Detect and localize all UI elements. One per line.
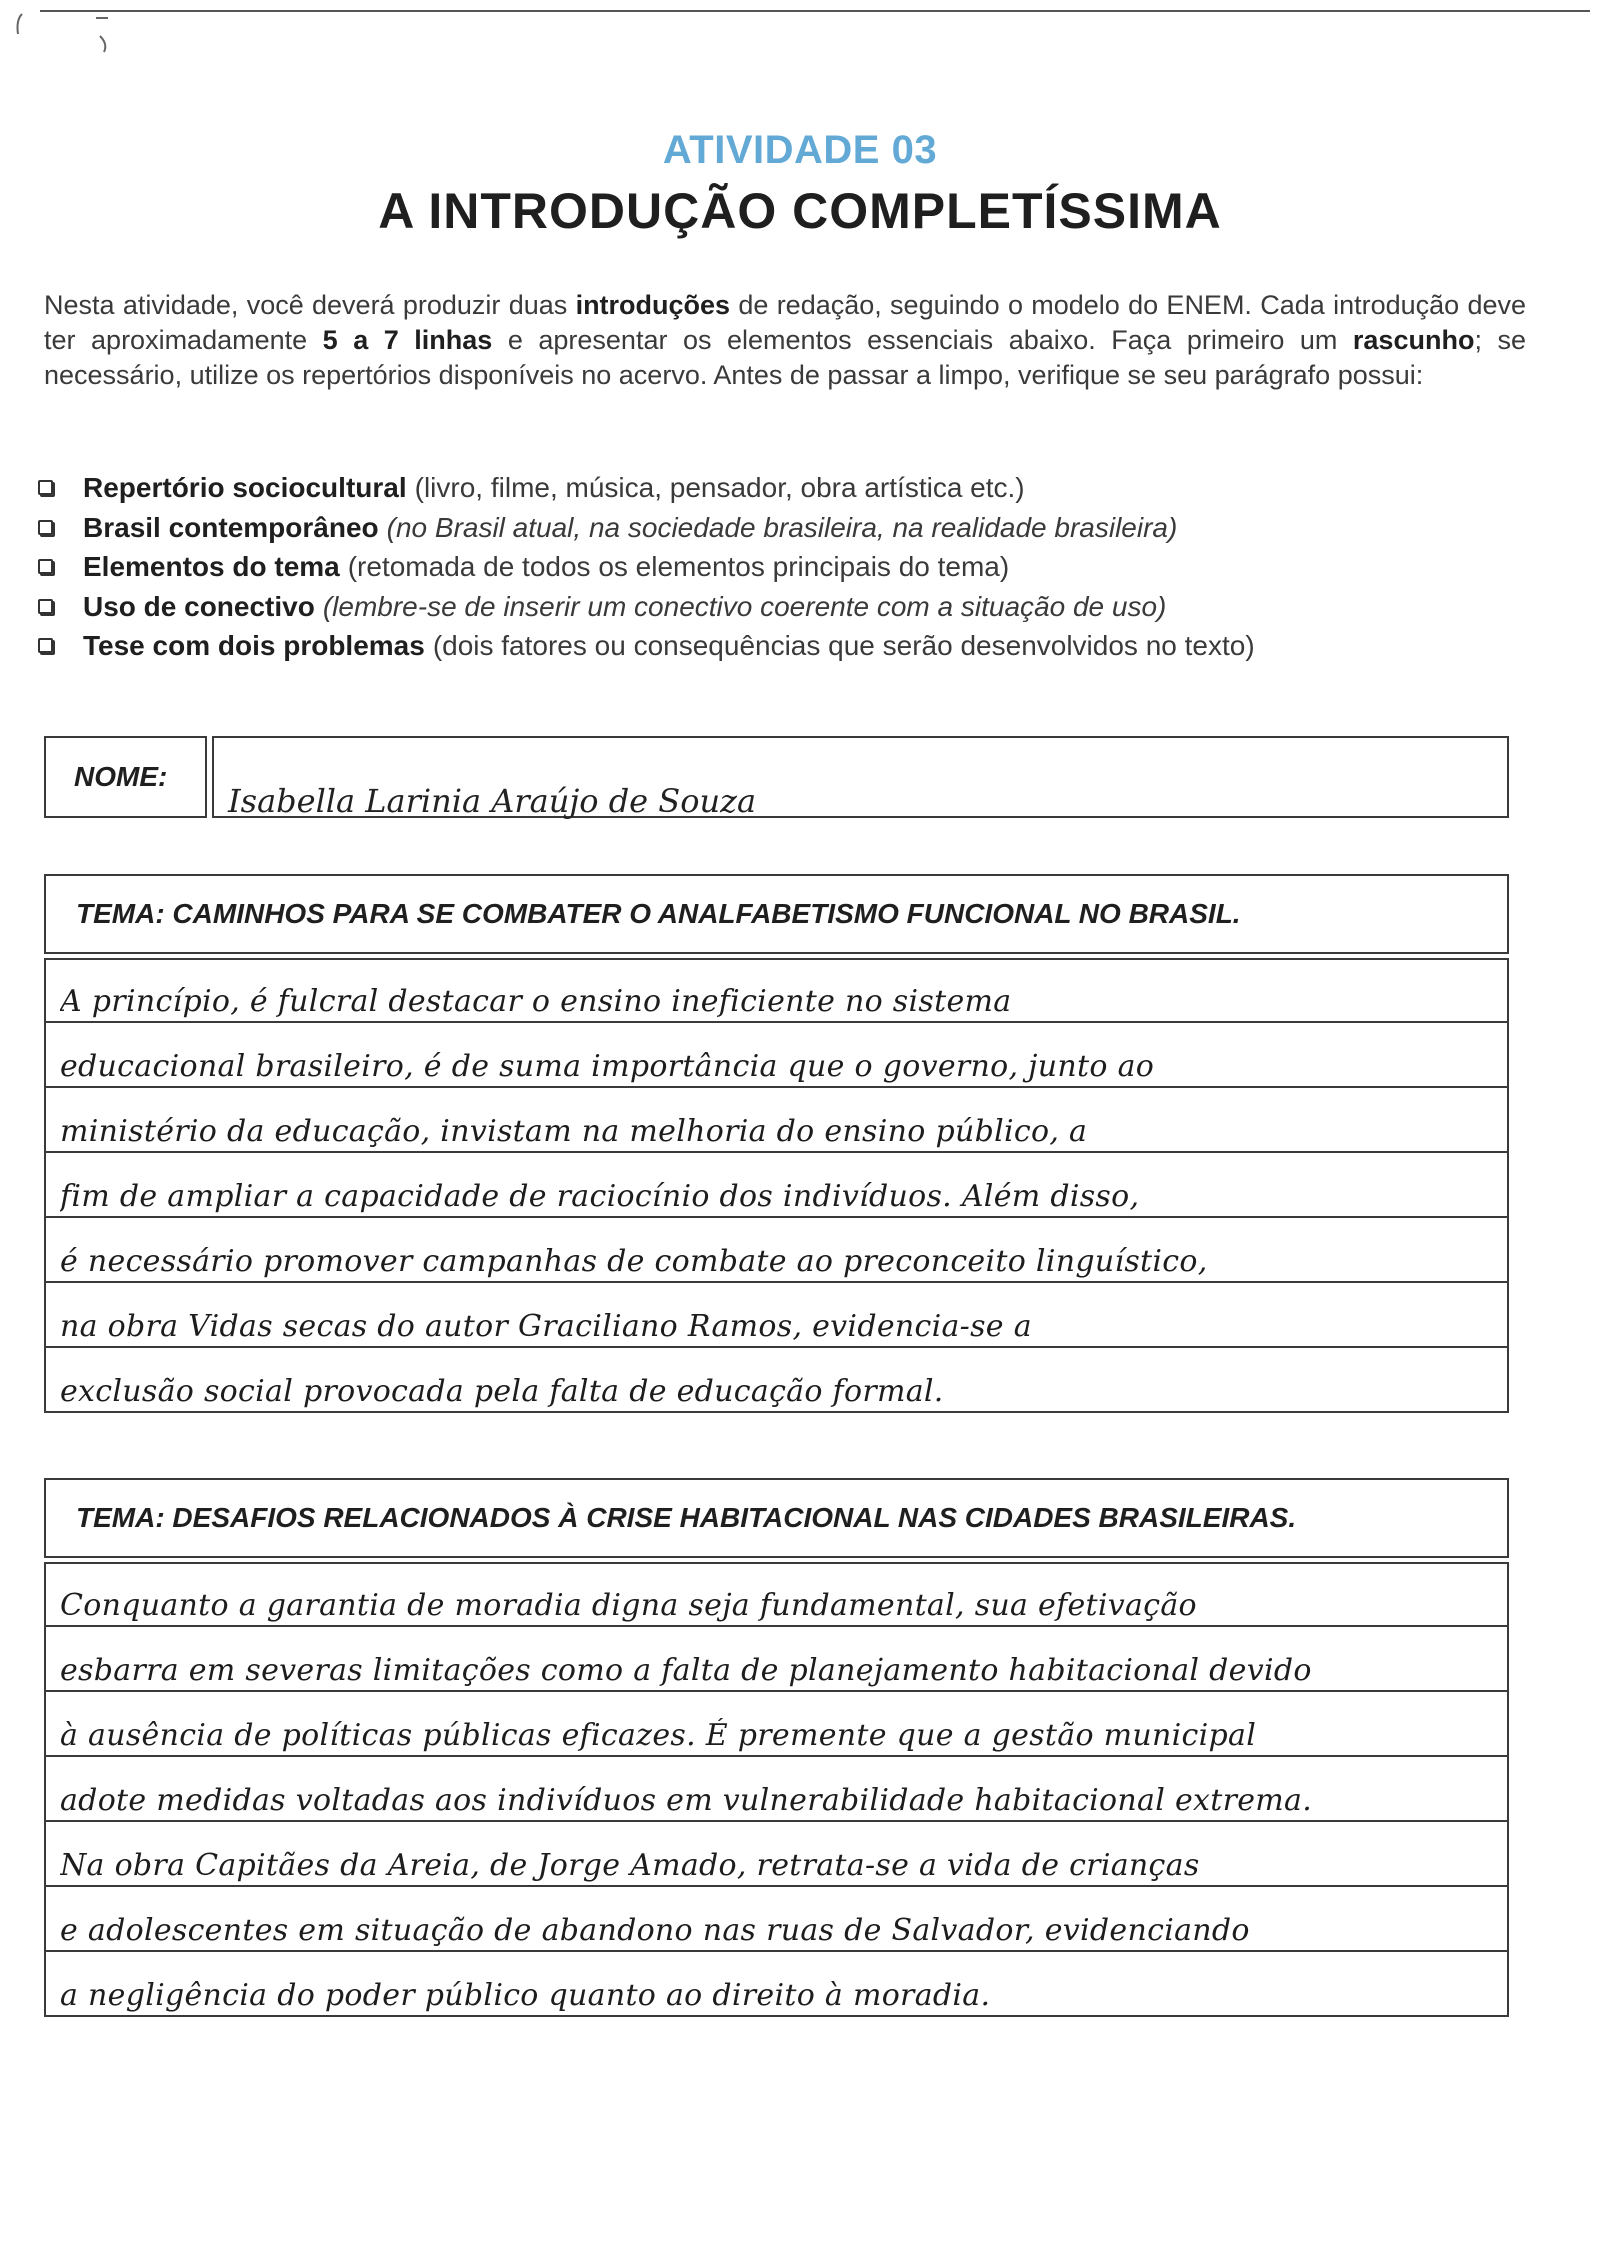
scan-corner-mark bbox=[8, 8, 108, 58]
handwritten-line: exclusão social provocada pela falta de educação formal. bbox=[60, 1374, 944, 1409]
checkbox-icon[interactable] bbox=[38, 480, 53, 495]
handwritten-line: fim de ampliar a capacidade de raciocínio dos indivíduos. Além disso, bbox=[60, 1179, 1140, 1214]
writing-line[interactable] bbox=[44, 1348, 1509, 1413]
writing-line[interactable] bbox=[44, 1757, 1509, 1822]
writing-line[interactable] bbox=[44, 1692, 1509, 1757]
tema-1-heading: TEMA: CAMINHOS PARA SE COMBATER O ANALFABETISMO FUNCIONAL NO BRASIL. bbox=[44, 874, 1509, 954]
handwritten-line: e adolescentes em situação de abandono nas ruas de Salvador, evidenciando bbox=[60, 1913, 1250, 1948]
writing-line[interactable] bbox=[44, 1088, 1509, 1153]
writing-line[interactable] bbox=[44, 1153, 1509, 1218]
checkbox-icon[interactable] bbox=[38, 599, 53, 614]
checklist bbox=[38, 468, 1558, 666]
checklist-item[interactable]: Brasil contemporâneo (no Brasil atual, na sociedade brasileira, na realidade brasileira) bbox=[38, 508, 1558, 548]
writing-area-1[interactable] bbox=[44, 958, 1509, 1413]
handwritten-line: é necessário promover campanhas de combate ao preconceito linguístico, bbox=[60, 1244, 1208, 1279]
writing-line[interactable] bbox=[44, 1887, 1509, 1952]
checkbox-icon[interactable] bbox=[38, 559, 53, 574]
checklist-item[interactable]: Uso de conectivo (lembre-se de inserir um conectivo coerente com a situação de uso) bbox=[38, 587, 1558, 627]
writing-line[interactable] bbox=[44, 1627, 1509, 1692]
writing-line[interactable] bbox=[44, 1218, 1509, 1283]
name-handwritten-value: Isabella Larinia Araújo de Souza bbox=[228, 782, 757, 820]
writing-area-2[interactable] bbox=[44, 1562, 1509, 2017]
handwritten-line: ministério da educação, invistam na melhoria do ensino público, a bbox=[60, 1114, 1088, 1149]
writing-line[interactable] bbox=[44, 1822, 1509, 1887]
writing-line[interactable] bbox=[44, 958, 1509, 1023]
handwritten-line: na obra Vidas secas do autor Graciliano Ramos, evidencia-se a bbox=[60, 1309, 1032, 1344]
handwritten-line: educacional brasileiro, é de suma importância que o governo, junto ao bbox=[60, 1049, 1155, 1084]
handwritten-line: à ausência de políticas públicas eficazes. É premente que a gestão municipal bbox=[60, 1718, 1257, 1753]
checkbox-icon[interactable] bbox=[38, 638, 53, 653]
handwritten-line: esbarra em severas limitações como a falta de planejamento habitacional devido bbox=[60, 1653, 1312, 1688]
instructions-paragraph: Nesta atividade, você deverá produzir duas introduções de redação, seguindo o modelo do ENEM. Cada introdução deve ter aproximadamente 5 a 7 linhas e apresentar os elementos essenciais abaixo. Faça primeiro um rascunho; se necessário, utilize os repertórios disponíveis no acervo. Antes de passar a limpo, verifique se seu parágrafo possui: bbox=[44, 290, 1526, 390]
tema-2-heading: TEMA: DESAFIOS RELACIONADOS À CRISE HABITACIONAL NAS CIDADES BRASILEIRAS. bbox=[44, 1478, 1509, 1558]
handwritten-line: Conquanto a garantia de moradia digna seja fundamental, sua efetivação bbox=[60, 1588, 1197, 1623]
handwritten-line: a negligência do poder público quanto ao direito à moradia. bbox=[60, 1978, 991, 2013]
checkbox-icon[interactable] bbox=[38, 520, 53, 535]
writing-line[interactable] bbox=[44, 1283, 1509, 1348]
checklist-item[interactable]: Repertório sociocultural (livro, filme, música, pensador, obra artística etc.) bbox=[38, 468, 1558, 508]
handwritten-line: A princípio, é fulcral destacar o ensino ineficiente no sistema bbox=[60, 984, 1012, 1019]
writing-line[interactable] bbox=[44, 1562, 1509, 1627]
handwritten-line: Na obra Capitães da Areia, de Jorge Amado, retrata-se a vida de crianças bbox=[60, 1848, 1200, 1883]
name-field[interactable] bbox=[212, 736, 1509, 818]
scan-top-line bbox=[40, 10, 1590, 12]
writing-line[interactable] bbox=[44, 1952, 1509, 2017]
name-label: NOME: bbox=[44, 736, 207, 818]
checklist-item[interactable]: Elementos do tema (retomada de todos os elementos principais do tema) bbox=[38, 547, 1558, 587]
activity-number: ATIVIDADE 03 bbox=[662, 128, 938, 172]
writing-line[interactable] bbox=[44, 1023, 1509, 1088]
checklist-item[interactable]: Tese com dois problemas (dois fatores ou consequências que serão desenvolvidos no texto) bbox=[38, 626, 1558, 666]
page-title: A INTRODUÇÃO COMPLETÍSSIMA bbox=[378, 183, 1222, 239]
handwritten-line: adote medidas voltadas aos indivíduos em vulnerabilidade habitacional extrema. bbox=[60, 1783, 1313, 1818]
